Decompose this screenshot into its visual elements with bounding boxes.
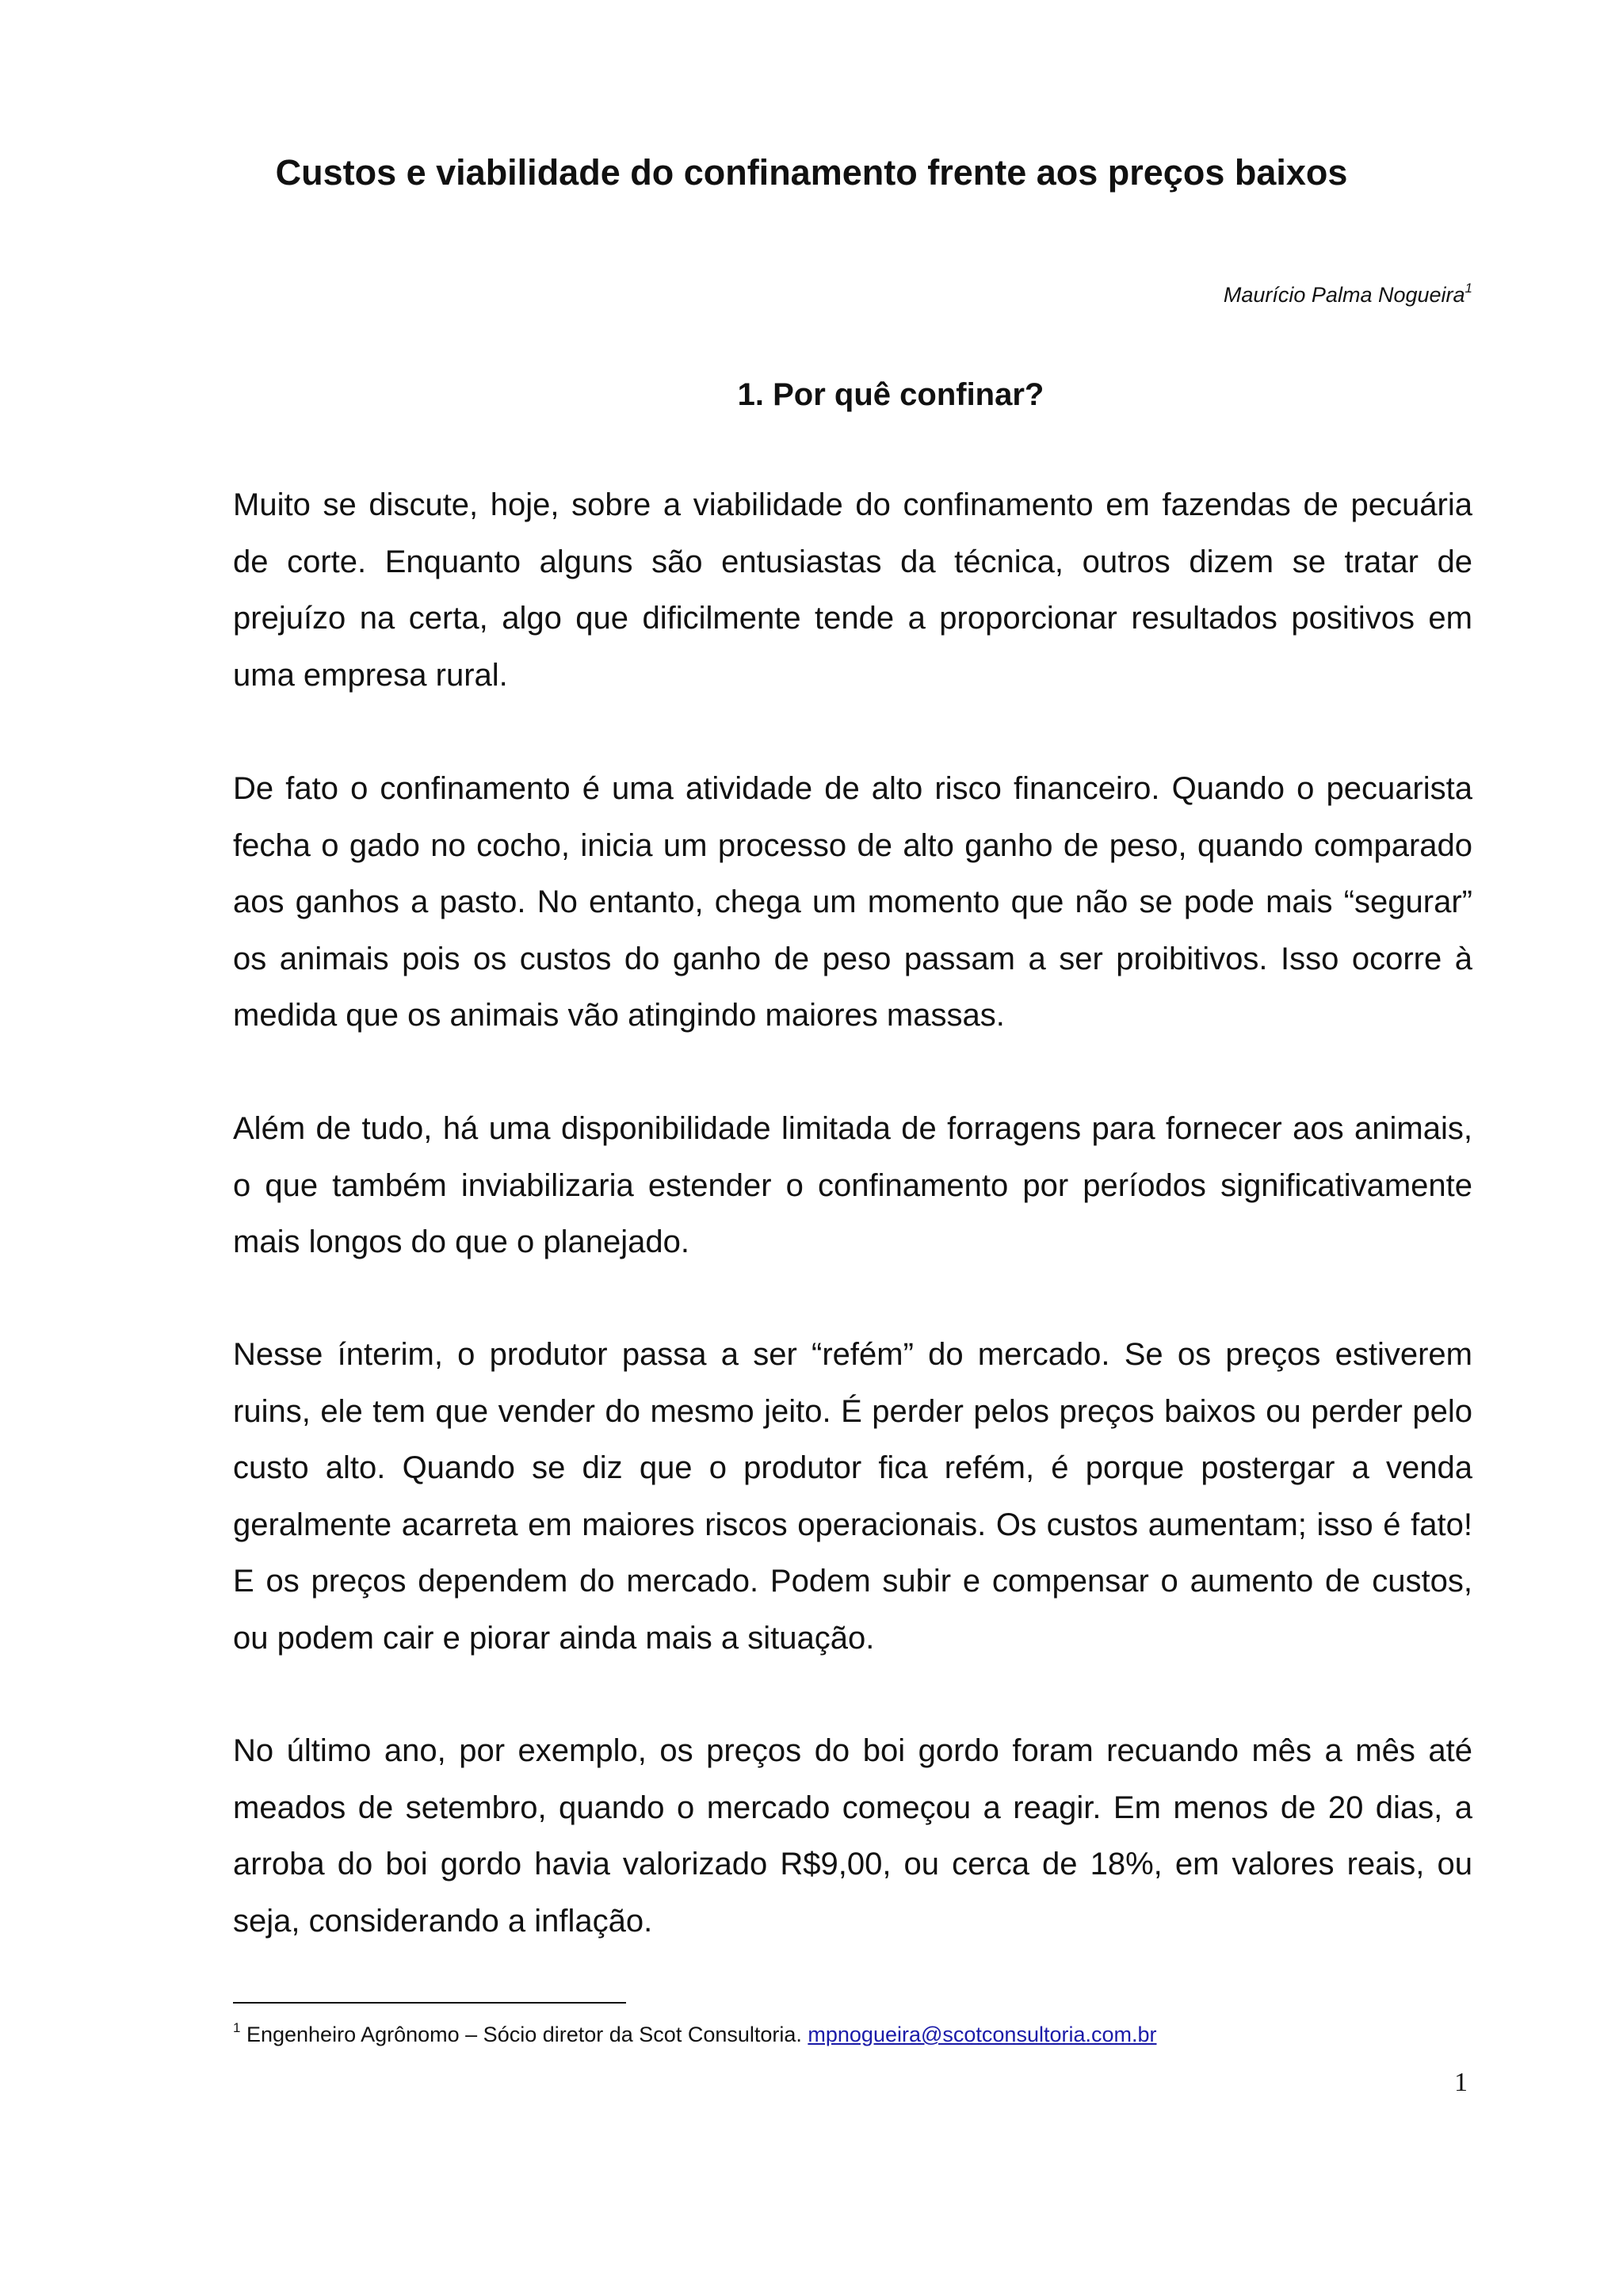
footnote-marker: 1 [233,2020,241,2035]
footnote [233,2014,1157,2049]
paragraph-5: No último ano, por exemplo, os preços do boi gordo foram recuando mês a mês até meados de setembro, quando o mercado começou a reagir. Em menos de 20 dias, a arroba do boi gordo havia valorizado R$9,00, ou cerca de 18%, em valores reais, ou seja, considerando a inflação. [233,1733,1472,1939]
document-title: Custos e viabilidade do confinamento frente aos preços baixos [275,152,1348,193]
paragraph-1: Muito se discute, hoje, sobre a viabilidade do confinamento em fazendas de pecuária de corte. Enquanto alguns são entusiastas da técnica, outros dizem se tratar de prejuízo na certa, algo que dificilmente tende a proporcionar resultados positivos em uma empresa rural. [233,487,1472,693]
author-name: Maurício Palma Nogueira [1223,283,1465,307]
section-heading: 1. Por quê confinar? [737,377,1044,412]
footnote-text: Engenheiro Agrônomo – Sócio diretor da Scot Consultoria. [240,2023,808,2046]
author-footnote-marker: 1 [1465,281,1472,296]
paragraph-4: Nesse ínterim, o produtor passa a ser “refém” do mercado. Se os preços estiverem ruins, ele tem que vender do mesmo jeito. É perder pelos preços baixos ou perder pelo custo alto. Quando se diz que o produtor fica refém, é porque postergar a venda geralmente acarreta em maiores riscos operacionais. Os custos aumentam; isso é fato! E os preços dependem do mercado. Podem subir e compensar o aumento de custos, ou podem cair e piorar ainda mais a situação. [233,1337,1472,1656]
author-line [1224,274,1472,309]
paragraph-2: De fato o confinamento é uma atividade de alto risco financeiro. Quando o pecuarista fecha o gado no cocho, inicia um processo de alto ganho de peso, quando comparado aos ganhos a pasto. No entanto, chega um momento que não se pode mais “segurar” os animais pois os custos do ganho de peso passam a ser proibitivos. Isso ocorre à medida que os animais vão atingindo maiores massas. [233,771,1472,1033]
paragraph-3: Além de tudo, há uma disponibilidade limitada de forragens para fornecer aos animais, o que também inviabilizaria estender o confinamento por períodos significativamente mais longos do que o planejado. [233,1111,1472,1259]
footnote-email-link[interactable]: mpnogueira@scotconsultoria.com.br [808,2023,1157,2046]
footnote-divider [233,2002,626,2004]
page-number: 1 [1454,2068,1468,2097]
